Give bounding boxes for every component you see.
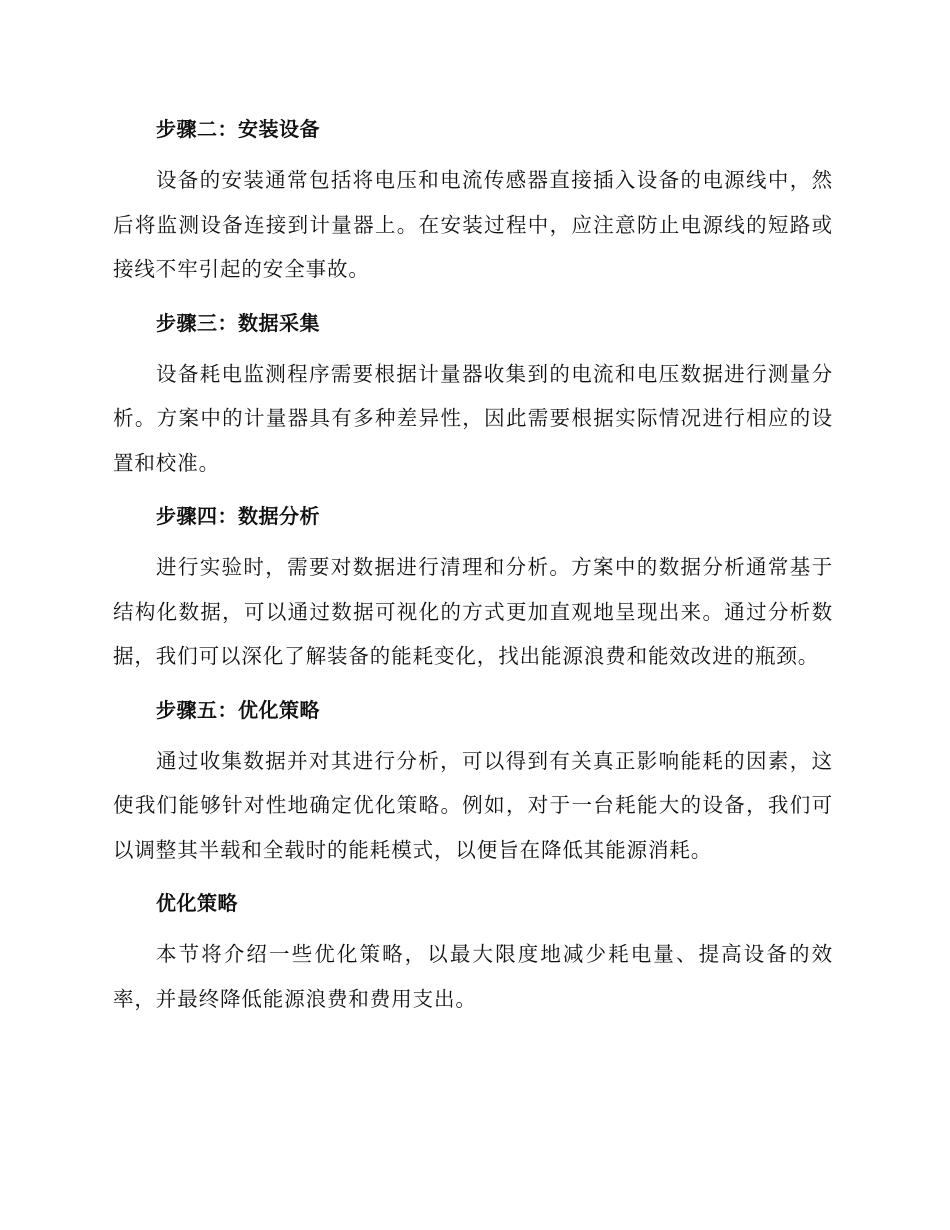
- section-heading-data-analysis: 步骤四：数据分析: [156, 504, 320, 528]
- section-paragraph-optimization-step: 通过收集数据并对其进行分析，可以得到有关真正影响能耗的因素，这使我们能够针对性地确定优化策略。例如，对于一台耗能大的设备，我们可以调整其半载和全载时的能耗模式，以便旨在降低其能源消耗。: [113, 748, 833, 862]
- document-body: [113, 104, 833, 1027]
- section-heading-install: 步骤二：安装设备: [156, 117, 320, 141]
- section-paragraph-optimization-strategies: 本节将介绍一些优化策略，以最大限度地减少耗电量、提高设备的效率，并最终降低能源浪费和费用支出。: [113, 942, 833, 1011]
- section-heading-optimization-strategies: 优化策略: [156, 891, 238, 915]
- section-paragraph-install: 设备的安装通常包括将电压和电流传感器直接插入设备的电源线中，然后将监测设备连接到计量器上。在安装过程中，应注意防止电源线的短路或接线不牢引起的安全事故。: [113, 168, 833, 281]
- section-paragraph-data-analysis: 进行实验时，需要对数据进行清理和分析。方案中的数据分析通常基于结构化数据，可以通过数据可视化的方式更加直观地呈现出来。通过分析数据，我们可以深化了解装备的能耗变化，找出能源浪费和能效改进的瓶颈。: [113, 555, 833, 668]
- section-paragraph-data-collection: 设备耗电监测程序需要根据计量器收集到的电流和电压数据进行测量分析。方案中的计量器具有多种差异性，因此需要根据实际情况进行相应的设置和校准。: [113, 361, 833, 475]
- section-heading-optimization-step: 步骤五：优化策略: [156, 697, 320, 722]
- section-heading-data-collection: 步骤三：数据采集: [156, 310, 320, 335]
